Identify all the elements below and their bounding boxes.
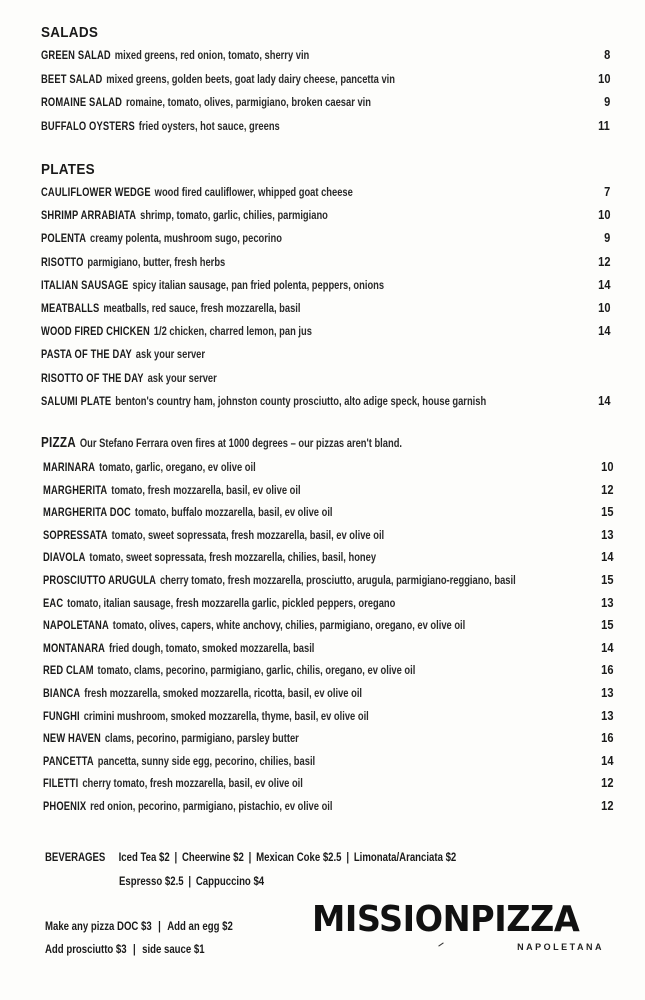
item-description: pancetta, sunny side egg, pecorino, chilies, basil: [97, 753, 316, 768]
item-name: GREEN SALAD: [41, 48, 111, 62]
item-name: BEET SALAD: [41, 71, 103, 86]
item-price: 13: [600, 526, 613, 542]
plates-heading: PLATES: [41, 161, 95, 178]
item-description: shrimp, tomato, garlic, chilies, parmigiano: [140, 208, 328, 223]
beverage-item: Cheerwine $2: [181, 850, 244, 864]
item-name: ROMAINE SALAD: [41, 95, 123, 109]
pizza-menu-item: [43, 616, 613, 634]
item-description: tomato, buffalo mozzarella, basil, ev olive oil: [134, 505, 333, 520]
item-name: RED CLAM: [43, 663, 94, 678]
extra-item: Add an egg $2: [167, 919, 233, 933]
item-name: FILETTI: [43, 776, 79, 791]
item-description: ask your server: [135, 347, 206, 362]
salads-menu-item: [41, 93, 610, 111]
item-price: 15: [600, 617, 613, 633]
salads-menu-item: [41, 70, 610, 88]
item-name: ITALIAN SAUSAGE: [41, 277, 129, 292]
pizza-menu-item: [43, 684, 613, 702]
logo-tick-mark: [438, 942, 443, 946]
item-price: 10: [597, 70, 610, 86]
item-price: 14: [600, 639, 613, 655]
item-description: spicy italian sausage, pan fried polenta, peppers, onions: [132, 277, 385, 292]
item-name: PASTA OF THE DAY: [41, 347, 132, 362]
pizza-heading-row: [41, 434, 504, 452]
item-price: 14: [600, 549, 613, 565]
item-description: benton's country ham, johnston county prosciutto, alto adige speck, house garnish: [115, 393, 487, 408]
item-name: WOOD FIRED CHICKEN: [41, 324, 150, 339]
beverage-item: Espresso $2.5: [119, 874, 184, 888]
item-description: red onion, pecorino, parmigiano, pistachio, ev olive oil: [90, 799, 333, 813]
item-price: 11: [598, 117, 610, 133]
item-name: BUFFALO OYSTERS: [41, 118, 135, 133]
item-description: tomato, clams, pecorino, parmigiano, garlic, chilis, oregano, ev olive oil: [97, 663, 416, 678]
item-price: 14: [597, 323, 610, 339]
item-description: clams, pecorino, parmigiano, parsley butter: [104, 731, 299, 746]
beverages-line-1: BEVERAGES Iced Tea $2 | Cheerwine $2 | Mexican Coke $2.5 | Limonata/Aranciata $2: [45, 850, 457, 864]
pizza-menu-item: [43, 774, 613, 792]
item-description: creamy polenta, mushroom sugo, pecorino: [90, 231, 282, 246]
item-description: cherry tomato, fresh mozzarella, prosciutto, arugula, parmigiano-reggiano, basil: [159, 573, 516, 587]
plates-menu-item: [41, 369, 610, 387]
item-description: mixed greens, red onion, tomato, sherry vin: [114, 48, 310, 62]
beverage-item: Iced Tea $2: [118, 850, 170, 864]
plates-menu-item: [41, 229, 610, 247]
item-price: 15: [600, 504, 613, 520]
item-description: tomato, fresh mozzarella, basil, ev olive oil: [111, 482, 301, 497]
item-price: 14: [597, 392, 610, 408]
item-name: SHRIMP ARRABIATA: [41, 208, 137, 223]
extra-item: side sauce $1: [142, 942, 205, 956]
item-price: 12: [600, 775, 613, 791]
pizza-menu-item: [43, 729, 613, 747]
item-price: 13: [600, 685, 613, 700]
plates-menu-item: [41, 183, 610, 201]
beverage-item: Limonata/Aranciata $2: [353, 850, 457, 864]
pizza-menu-item: [43, 797, 613, 815]
item-price: 13: [600, 707, 613, 723]
item-name: SOPRESSATA: [43, 527, 108, 542]
item-name: MONTANARA: [43, 640, 106, 655]
logo-tagline: NAPOLETANA: [517, 942, 604, 952]
item-description: romaine, tomato, olives, parmigiano, broken caesar vin: [125, 95, 371, 109]
plates-menu-item: [41, 322, 610, 340]
plates-menu-item: [41, 392, 610, 410]
pizza-menu-item: [43, 526, 613, 544]
item-price: 12: [600, 798, 613, 813]
logo-wordmark: MISSIONPIZZA: [312, 899, 580, 940]
item-description: tomato, italian sausage, fresh mozzarella garlic, pickled peppers, oregano: [67, 595, 396, 610]
beverage-item: Mexican Coke $2.5: [256, 850, 342, 864]
item-price: 10: [597, 300, 610, 315]
item-name: MARINARA: [43, 460, 96, 474]
item-description: fresh mozzarella, smoked mozzarella, ricotta, basil, ev olive oil: [84, 686, 363, 700]
pizza-menu-item: [43, 503, 613, 521]
item-price: 10: [597, 207, 610, 223]
item-price: 12: [600, 481, 613, 497]
item-description: crimini mushroom, smoked mozzarella, thyme, basil, ev olive oil: [83, 708, 369, 723]
item-name: MARGHERITA: [43, 482, 108, 497]
beverage-item: Cappuccino $4: [195, 874, 265, 888]
pizza-menu-item: [43, 639, 613, 657]
salads-menu-item: [41, 46, 610, 64]
item-description: tomato, olives, capers, white anchovy, chilies, parmigiano, oregano, ev olive oil: [112, 618, 466, 633]
item-name: PROSCIUTTO ARUGULA: [43, 573, 157, 587]
extra-item: Make any pizza DOC $3: [45, 919, 152, 933]
item-name: DIAVOLA: [43, 550, 86, 565]
item-description: parmigiano, butter, fresh herbs: [87, 254, 226, 269]
plates-menu-item: [41, 276, 610, 294]
extras-line-1: Make any pizza DOC $3 | Add an egg $2: [45, 919, 233, 933]
item-name: RISOTTO: [41, 254, 84, 269]
item-price: 15: [600, 572, 613, 587]
pizza-menu-item: [43, 594, 613, 612]
pizza-menu-item: [43, 661, 613, 679]
item-price: 8: [603, 47, 610, 62]
item-price: 7: [603, 184, 610, 199]
item-name: RISOTTO OF THE DAY: [41, 370, 144, 385]
item-name: BIANCA: [43, 686, 81, 700]
item-name: PHOENIX: [43, 799, 87, 813]
item-name: PANCETTA: [43, 753, 94, 768]
pizza-menu-item: [43, 571, 613, 589]
pizza-subtitle: Our Stefano Ferrara oven fires at 1000 degrees – our pizzas aren't bland.: [79, 436, 403, 450]
salads-heading: SALADS: [41, 24, 99, 41]
item-price: 14: [597, 276, 610, 292]
item-description: fried dough, tomato, smoked mozzarella, basil: [108, 640, 315, 655]
item-description: meatballs, red sauce, fresh mozzarella, basil: [103, 301, 301, 315]
item-name: MEATBALLS: [41, 301, 100, 315]
item-price: 10: [600, 459, 613, 474]
plates-menu-item: [41, 206, 610, 224]
extra-item: Add prosciutto $3: [45, 942, 127, 956]
item-name: NEW HAVEN: [43, 731, 101, 746]
beverages-label: BEVERAGES: [45, 850, 106, 864]
pizza-menu-item: [43, 481, 613, 499]
item-name: CAULIFLOWER WEDGE: [41, 185, 151, 199]
beverages-line-2: Espresso $2.5 | Cappuccino $4: [119, 874, 265, 888]
item-price: 12: [597, 253, 610, 269]
item-price: 9: [603, 94, 610, 109]
item-description: fried oysters, hot sauce, greens: [138, 118, 280, 133]
item-name: MARGHERITA DOC: [43, 505, 131, 520]
pizza-menu-item: [43, 548, 613, 566]
item-name: POLENTA: [41, 231, 87, 246]
item-name: FUNGHI: [43, 708, 80, 723]
item-description: tomato, garlic, oregano, ev olive oil: [99, 460, 256, 474]
item-name: SALUMI PLATE: [41, 393, 112, 408]
pizza-menu-item: [43, 707, 613, 725]
item-description: wood fired cauliflower, whipped goat cheese: [154, 185, 353, 199]
item-description: cherry tomato, fresh mozzarella, basil, ev olive oil: [82, 776, 303, 791]
item-price: 16: [600, 730, 613, 746]
salads-menu-item: [41, 117, 610, 135]
item-price: 13: [600, 594, 613, 610]
item-description: 1/2 chicken, charred lemon, pan jus: [153, 324, 312, 339]
item-description: ask your server: [147, 370, 217, 385]
pizza-heading: PIZZA: [41, 434, 76, 451]
item-description: tomato, sweet sopressata, fresh mozzarella, basil, ev olive oil: [111, 527, 385, 542]
item-description: tomato, sweet sopressata, fresh mozzarella, chilies, basil, honey: [89, 550, 377, 565]
plates-menu-item: [41, 345, 610, 363]
item-price: 9: [603, 230, 610, 246]
pizza-menu-item: [43, 752, 613, 770]
extras-line-2: Add prosciutto $3 | side sauce $1: [45, 942, 205, 956]
plates-menu-item: [41, 253, 610, 271]
item-price: 16: [600, 662, 613, 678]
mission-pizza-logo: [312, 899, 608, 952]
item-name: NAPOLETANA: [43, 618, 109, 633]
item-price: 14: [600, 752, 613, 768]
item-description: mixed greens, golden beets, goat lady dairy cheese, pancetta vin: [106, 71, 395, 86]
plates-menu-item: [41, 299, 610, 317]
item-name: EAC: [43, 595, 64, 610]
pizza-menu-item: [43, 458, 613, 476]
